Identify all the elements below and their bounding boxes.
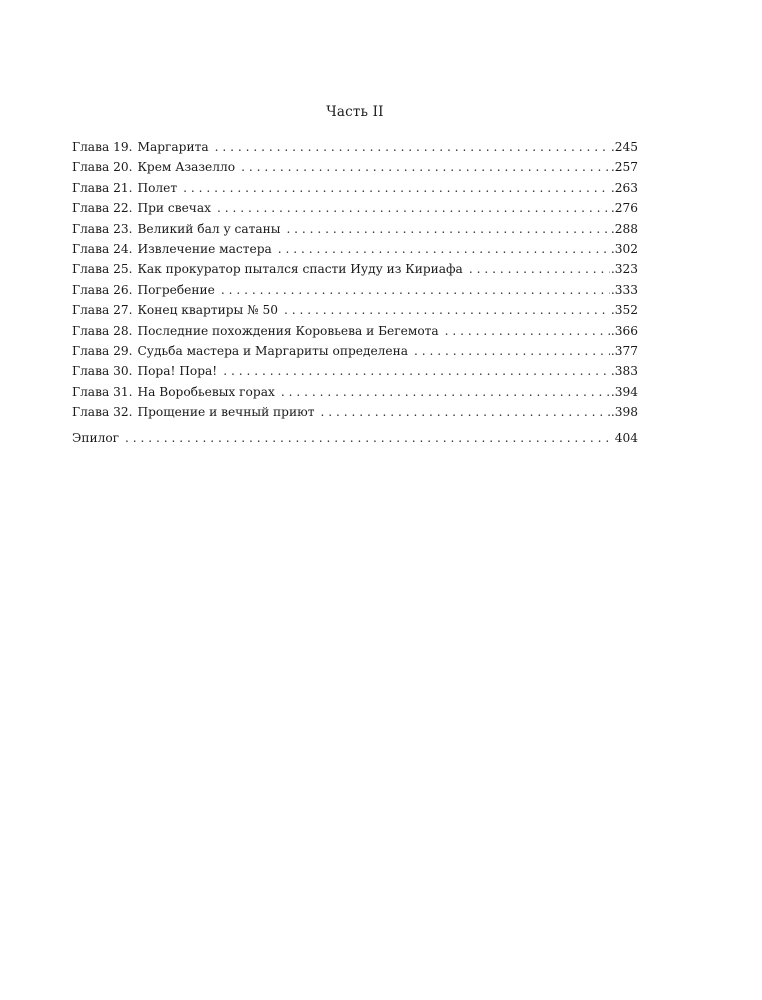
- chapter-number: Глава 30.: [72, 364, 133, 379]
- chapter-title: Последние похождения Коровьева и Бегемота: [137, 323, 439, 338]
- page-number: .257: [610, 160, 638, 175]
- dot-leader: [119, 431, 614, 445]
- chapter-title: Извлечение мастера: [137, 241, 272, 256]
- table-of-contents: [72, 140, 638, 452]
- chapter-number: Глава 28.: [72, 323, 133, 338]
- toc-entry-22[interactable]: [72, 201, 638, 221]
- dot-leader: [215, 283, 610, 297]
- chapter-number: Глава 25.: [72, 262, 133, 277]
- part-title: Часть II: [326, 104, 384, 120]
- dot-leader: [272, 242, 610, 256]
- dot-leader: [463, 262, 610, 276]
- chapter-title: Полет: [137, 180, 178, 195]
- chapter-title: Погребение: [137, 282, 215, 297]
- chapter-title: Судьба мастера и Маргариты определена: [137, 343, 409, 358]
- toc-entry-27[interactable]: [72, 303, 638, 323]
- page-number: .366: [610, 323, 638, 338]
- toc-entry-28[interactable]: [72, 324, 638, 344]
- page-number: .333: [610, 282, 638, 297]
- dot-leader: [235, 160, 610, 174]
- chapter-number: Глава 29.: [72, 343, 133, 358]
- chapter-number: Глава 21.: [72, 180, 133, 195]
- chapter-title: Пора! Пора!: [137, 364, 218, 379]
- toc-entry-30[interactable]: [72, 364, 638, 384]
- page-number: .383: [610, 364, 638, 379]
- dot-leader: [211, 201, 610, 215]
- chapter-title: На Воробьевых горах: [137, 384, 275, 399]
- page-number: .288: [610, 221, 638, 236]
- dot-leader: [278, 303, 610, 317]
- page-number: .263: [610, 180, 638, 195]
- chapter-number: Глава 23.: [72, 221, 133, 236]
- toc-entry-20[interactable]: [72, 160, 638, 180]
- toc-entry-29[interactable]: [72, 344, 638, 364]
- toc-entry-21[interactable]: [72, 181, 638, 201]
- dot-leader: [280, 222, 609, 236]
- chapter-number: Глава 19.: [72, 140, 133, 154]
- chapter-number: Глава 22.: [72, 201, 133, 216]
- page-number: .377: [610, 343, 638, 358]
- dot-leader: [209, 140, 610, 154]
- dot-leader: [217, 364, 610, 378]
- chapter-title: Маргарита: [137, 140, 209, 154]
- toc-entry-25[interactable]: [72, 262, 638, 282]
- toc-entry-19[interactable]: [72, 140, 638, 160]
- chapter-number: Глава 27.: [72, 303, 133, 318]
- chapter-number: Глава 26.: [72, 282, 133, 297]
- page-number: .398: [610, 405, 638, 420]
- chapter-title: При свечах: [137, 201, 211, 216]
- chapter-title: Конец квартиры № 50: [137, 303, 278, 318]
- epilogue-title: Эпилог: [72, 431, 120, 446]
- toc-entry-23[interactable]: [72, 222, 638, 242]
- chapter-number: Глава 20.: [72, 160, 133, 175]
- page-number: .394: [610, 384, 638, 399]
- toc-entry-31[interactable]: [72, 385, 638, 405]
- dot-leader: [314, 405, 609, 419]
- page-number: .323: [610, 262, 638, 277]
- page-number: .302: [610, 241, 638, 256]
- toc-entry-26[interactable]: [72, 283, 638, 303]
- toc-entry-epilogue[interactable]: [72, 431, 638, 451]
- dot-leader: [408, 344, 610, 358]
- chapter-title: Великий бал у сатаны: [137, 221, 281, 236]
- toc-entry-32[interactable]: [72, 405, 638, 425]
- page-number: .352: [610, 303, 638, 318]
- chapter-title: Как прокуратор пытался спасти Иуду из Кириафа: [137, 262, 463, 277]
- chapter-title: Крем Азазелло: [137, 160, 236, 175]
- dot-leader: [177, 181, 610, 195]
- page-number: .276: [610, 201, 638, 216]
- page-number: .245: [610, 140, 638, 154]
- chapter-number: Глава 32.: [72, 405, 133, 420]
- dot-leader: [439, 324, 610, 338]
- toc-entry-24[interactable]: [72, 242, 638, 262]
- chapter-title: Прощение и вечный приют: [137, 405, 315, 420]
- dot-leader: [275, 385, 610, 399]
- page-number: 404: [614, 431, 638, 446]
- chapter-number: Глава 31.: [72, 384, 133, 399]
- chapter-number: Глава 24.: [72, 241, 133, 256]
